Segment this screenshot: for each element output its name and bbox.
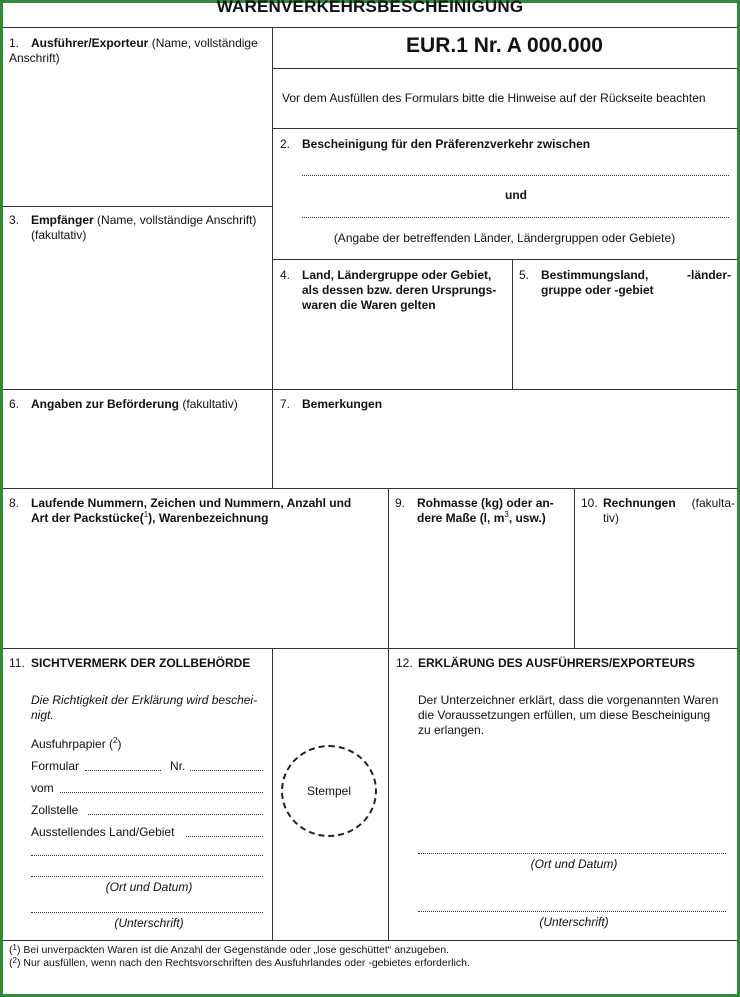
line <box>512 259 513 389</box>
box11-ausfuhrpapier: Ausfuhrpapier ($^2$) <box>31 736 122 751</box>
footnote-2: ($^2$) Nur ausfüllen, wenn nach den Rechtsvorschriften des Ausfuhrlandes oder -gebietes erforderlich. <box>9 956 470 969</box>
line <box>272 259 737 260</box>
box11-nr-label: Nr. <box>170 759 186 773</box>
line <box>3 389 737 390</box>
unterschrift-line-11[interactable] <box>31 912 263 913</box>
box5-label: 5. Bestimmungsland, -länder- gruppe oder -gebiet <box>519 268 731 297</box>
box12-ort-datum: (Ort und Datum) <box>530 857 618 871</box>
box12-unterschrift: (Unterschrift) <box>539 915 609 929</box>
box2-label: 2. Bescheinigung für den Präferenzverkehr zwischen <box>280 137 591 151</box>
box7-label: 7. Bemerkungen <box>280 397 383 411</box>
box4-label: 4. Land, Ländergruppe oder Gebiet, als dessen bzw. deren Ursprungs- waren die Waren gelten <box>280 268 497 312</box>
box1-label: 1. Ausführer/Exporteur (Name, vollständige Anschrift) <box>9 36 258 65</box>
box11-unterschrift: (Unterschrift) <box>114 916 184 930</box>
box6-label: 6. Angaben zur Beförderung (fakultativ) <box>9 397 238 411</box>
vom-field[interactable] <box>60 792 263 793</box>
hint-text: Vor dem Ausfüllen des Formulars bitte die Hinweise auf der Rückseite beachten <box>282 91 706 105</box>
box12-label: 12. ERKLÄRUNG DES AUSFÜHRERS/EXPORTEURS <box>396 656 695 670</box>
box11-land-label: Ausstellendes Land/Gebiet <box>31 825 175 839</box>
line <box>3 648 737 649</box>
line-col-a <box>272 27 273 389</box>
box11-confirm: Die Richtigkeit der Erklärung wird beschei- nigt. <box>31 693 258 722</box>
stamp-label: Stempel <box>306 784 352 798</box>
box3-label: 3. Empfänger (Name, vollständige Anschrift) (fakultativ) <box>9 213 257 242</box>
line <box>3 206 272 207</box>
land-field[interactable] <box>186 836 263 837</box>
box12-ort-datum-line[interactable] <box>418 853 726 854</box>
box11-label: 11. SICHTVERMERK DER ZOLLBEHÖRDE <box>9 656 251 670</box>
box2-caption: (Angabe der betreffenden Länder, Ländergruppen oder Gebiete) <box>333 231 676 245</box>
ort-datum-line-1[interactable] <box>31 855 263 856</box>
eur-number: EUR.1 Nr. A 000.000 <box>406 34 603 57</box>
line <box>3 488 737 489</box>
line <box>272 389 273 488</box>
box2-dotline-2[interactable] <box>302 217 729 218</box>
line <box>272 648 273 940</box>
box12-text: Der Unterzeichner erklärt, dass die vorgenannten Waren die Voraussetzungen erfüllen, um diese Bescheinigung zu erlangen. <box>418 693 719 737</box>
line-top <box>3 27 737 28</box>
ort-datum-line-2[interactable] <box>31 876 263 877</box>
line <box>3 940 737 941</box>
box10-label: 10. Rechnungen (fakulta- tiv) <box>581 496 735 525</box>
stamp-circle <box>281 745 377 837</box>
box8-label: 8. Laufende Nummern, Zeichen und Nummern, Anzahl und Art der Packstücke($^1$), Warenbezeichnung <box>9 496 352 525</box>
box12-unterschrift-line[interactable] <box>418 911 726 912</box>
box11-ort-datum: (Ort und Datum) <box>105 880 193 894</box>
footnote-1: ($^1$) Bei unverpackten Waren ist die Anzahl der Gegenstände oder „lose geschüttet“ anzugeben. <box>9 943 450 956</box>
line <box>388 488 389 940</box>
nr-field[interactable] <box>190 770 263 771</box>
box1-num: 1. <box>9 36 20 50</box>
line <box>272 128 737 129</box>
formular-field[interactable] <box>85 770 161 771</box>
form-title: WARENVERKEHRSBESCHEINIGUNG <box>216 0 524 16</box>
box11-zollstelle-label: Zollstelle <box>31 803 79 817</box>
box11-vom-label: vom <box>31 781 54 795</box>
box11-formular-label: Formular <box>31 759 80 773</box>
zollstelle-field[interactable] <box>88 814 263 815</box>
box2-dotline-1[interactable] <box>302 175 729 176</box>
line <box>272 68 737 69</box>
box2-und: und <box>505 188 527 202</box>
line <box>574 488 575 648</box>
box9-label: 9. Rohmasse (kg) oder an- dere Maße (l, $m^3$, usw.) <box>395 496 554 525</box>
